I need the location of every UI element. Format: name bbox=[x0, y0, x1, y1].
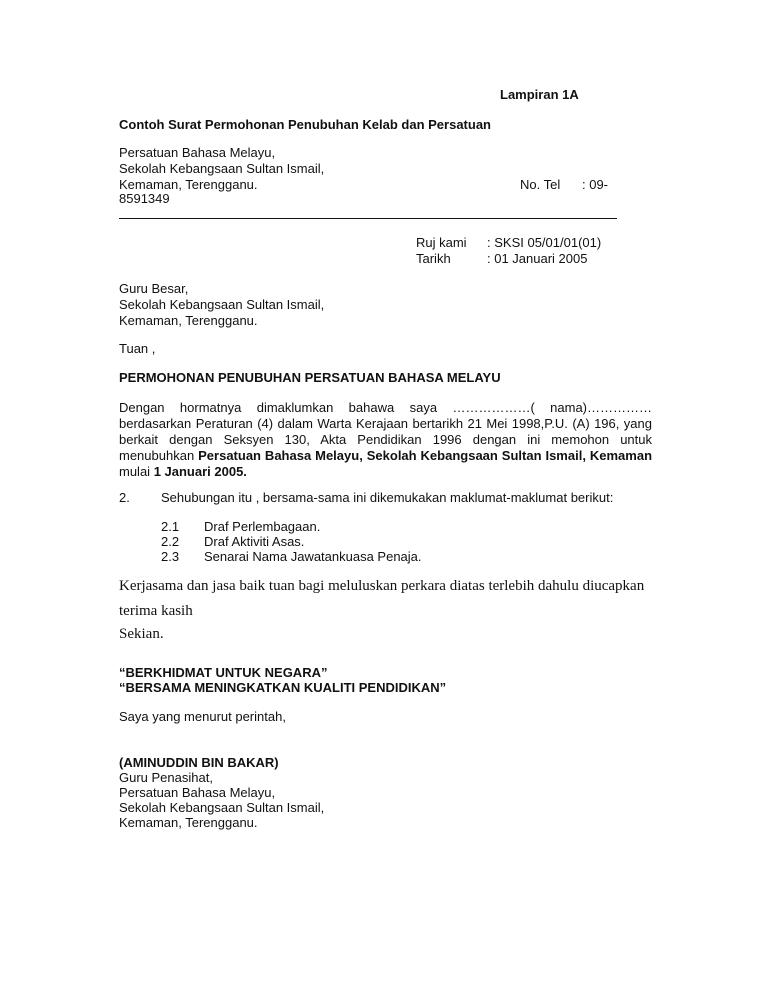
recipient-line: Guru Besar, bbox=[119, 281, 189, 296]
signatory-line: Sekolah Kebangsaan Sultan Ismail, bbox=[119, 800, 325, 815]
phone-value: : 09- bbox=[582, 177, 609, 192]
motto-line: “BERKHIDMAT UNTUK NEGARA” bbox=[119, 665, 328, 680]
list-item-number: 2.2 bbox=[161, 534, 180, 549]
signatory-line: Guru Penasihat, bbox=[119, 770, 213, 785]
header-divider bbox=[119, 218, 617, 219]
closing-line: Kerjasama dan jasa baik tuan bagi meluluskan perkara diatas terlebih dahulu diucapkan bbox=[119, 578, 645, 594]
start-date: 1 Januari 2005. bbox=[153, 464, 247, 479]
signatory-line: Kemaman, Terengganu. bbox=[119, 815, 258, 830]
salutation: Tuan , bbox=[119, 341, 156, 356]
sender-line: Sekolah Kebangsaan Sultan Ismail, bbox=[119, 161, 325, 176]
body-paragraph-1 bbox=[119, 400, 652, 480]
recipient-line: Sekolah Kebangsaan Sultan Ismail, bbox=[119, 297, 325, 312]
phone-label: No. Tel bbox=[520, 177, 561, 192]
date-value: : 01 Januari 2005 bbox=[487, 251, 588, 266]
reference-label: Ruj kami bbox=[416, 235, 467, 250]
list-item-number: 2.1 bbox=[161, 519, 180, 534]
signatory-line: Persatuan Bahasa Melayu, bbox=[119, 785, 276, 800]
closing-line: terima kasih bbox=[119, 603, 193, 619]
paragraph-text: mulai bbox=[119, 464, 154, 479]
body-paragraph-2: Sehubungan itu , bersama-sama ini dikemukakan maklumat-maklumat berikut: bbox=[161, 490, 614, 505]
closing-line: Sekian. bbox=[119, 626, 164, 642]
list-item: Senarai Nama Jawatankuasa Penaja. bbox=[204, 549, 422, 564]
reference-value: : SKSI 05/01/01(01) bbox=[487, 235, 602, 250]
letter-subject: PERMOHONAN PENUBUHAN PERSATUAN BAHASA MELAYU bbox=[119, 370, 501, 385]
motto-line: “BERSAMA MENINGKATKAN KUALITI PENDIDIKAN” bbox=[119, 680, 447, 695]
sender-line: Kemaman, Terengganu. bbox=[119, 177, 258, 192]
sign-off: Saya yang menurut perintah, bbox=[119, 709, 286, 724]
list-item: Draf Perlembagaan. bbox=[204, 519, 321, 534]
list-item-number: 2.3 bbox=[161, 549, 180, 564]
paragraph-text: Dengan hormatnya dimaklumkan bahawa saya ………………( nama)…………… berdasarkan Peraturan (4) dalam Warta Kerajaan bertarikh 21 Mei 1998,P.U. (A) 196, yang berkait dengan Seksyen 130, Akta Pendidikan 1996 dengan ini memohon untuk menubuhkan bbox=[119, 400, 652, 463]
sender-line: Persatuan Bahasa Melayu, bbox=[119, 145, 276, 160]
signatory-name: (AMINUDDIN BIN BAKAR) bbox=[119, 755, 279, 770]
document-title: Contoh Surat Permohonan Penubuhan Kelab dan Persatuan bbox=[119, 117, 491, 132]
date-label: Tarikh bbox=[416, 251, 451, 266]
list-item: Draf Aktiviti Asas. bbox=[204, 534, 305, 549]
recipient-line: Kemaman, Terengganu. bbox=[119, 313, 258, 328]
appendix-label: Lampiran 1A bbox=[500, 87, 579, 102]
association-name: Persatuan Bahasa Melayu, Sekolah Kebangsaan Sultan Ismail, Kemaman bbox=[198, 448, 653, 463]
phone-value-continued: 8591349 bbox=[119, 191, 170, 206]
paragraph-number: 2. bbox=[119, 490, 130, 505]
